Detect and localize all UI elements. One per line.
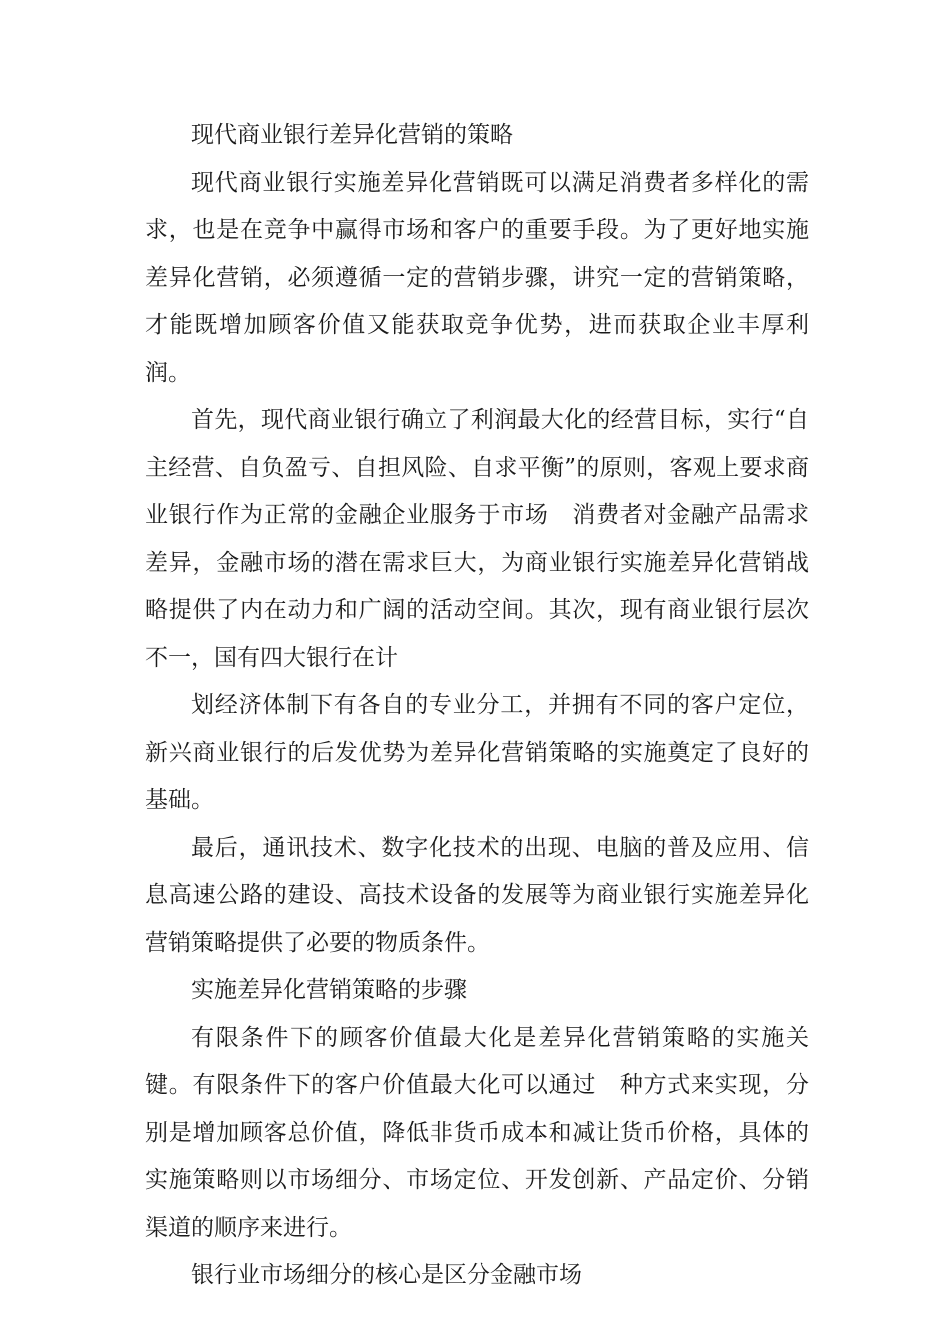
paragraph: 划经济体制下有各自的专业分工，并拥有不同的客户定位，新兴商业银行的后发优势为差异化营销策略的实施奠定了良好的基础。	[145, 692, 809, 813]
paragraph: 首先，现代商业银行确立了利润最大化的经营目标，实行“自主经营、自负盈亏、自担风险、自求平衡”的原则，客观上要求商业银行作为正常的金融企业服务于市场 消费者对金融产品需求差异，金融市场的潜在需求巨大，为商业银行实施差异化营销战略提供了内在动力和广阔的活动空间。其次，现有商业银行层次不一，国有四大银行在计	[145, 407, 809, 671]
paragraph: 现代商业银行实施差异化营销既可以满足消费者多样化的需求，也是在竞争中赢得市场和客户的重要手段。为了更好地实施差异化营销，必须遵循一定的营销步骤，讲究一定的营销策略，才能既增加顾客价值又能获取竞争优势，进而获取企业丰厚利润。	[145, 169, 809, 386]
paragraph: 最后，通讯技术、数字化技术的出现、电脑的普及应用、信息高速公路的建设、高技术设备的发展等为商业银行实施差异化营销策略提供了必要的物质条件。	[145, 834, 809, 956]
section-heading: 实施差异化营销策略的步骤	[191, 977, 467, 1003]
document-title: 现代商业银行差异化营销的策略	[191, 122, 513, 148]
paragraph: 有限条件下的顾客价值最大化是差异化营销策略的实施关键。有限条件下的客户价值最大化可以通过 种方式来实现，分别是增加顾客总价值，降低非货币成本和减让货币价格，具体的实施策略则以市场细分、市场定位、开发创新、产品定价、分销渠道的顺序来进行。	[145, 1024, 809, 1241]
document-body	[145, 112, 809, 1300]
paragraph: 银行业市场细分的核心是区分金融市场	[191, 1262, 582, 1288]
